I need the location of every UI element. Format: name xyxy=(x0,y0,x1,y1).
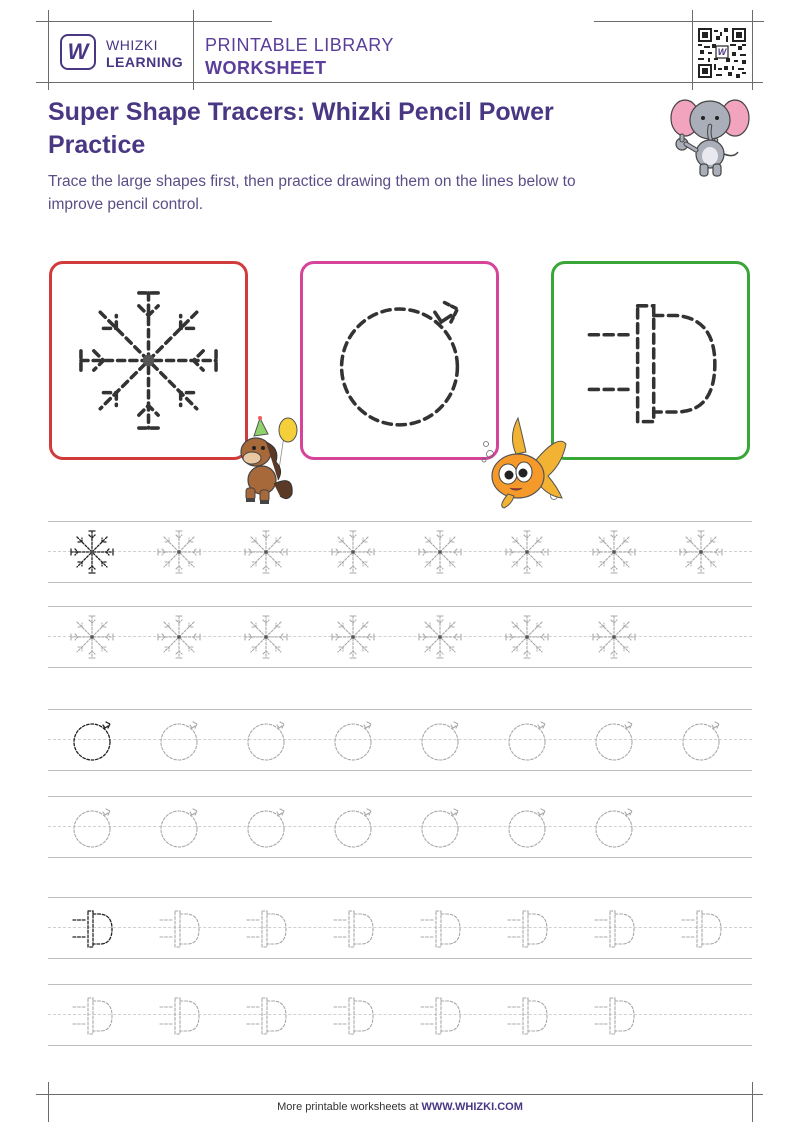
circle-tracing-icon xyxy=(303,264,496,457)
header-divider xyxy=(193,10,194,90)
footer-text: More printable worksheets at xyxy=(277,1101,419,1113)
circle-trace-icon xyxy=(497,797,557,857)
snowflake-trace-icon xyxy=(62,522,122,582)
circle-trace-icon xyxy=(62,797,122,857)
letter-d-trace-icon xyxy=(584,985,644,1045)
practice-row-letter-d-2 xyxy=(48,984,752,1046)
letter-d-trace-icon xyxy=(149,898,209,958)
circle-trace-icon xyxy=(323,797,383,857)
svg-text:W: W xyxy=(717,47,727,58)
circle-trace-icon xyxy=(149,710,209,770)
goldfish-mascot-icon xyxy=(478,414,568,510)
letter-d-trace-icon xyxy=(236,898,296,958)
circle-trace-icon xyxy=(62,710,122,770)
snowflake-trace-icon xyxy=(410,522,470,582)
footer xyxy=(0,1101,800,1113)
brand-logo: W xyxy=(60,34,96,70)
letter-d-trace-icon xyxy=(149,985,209,1045)
library-subtitle: WORKSHEET xyxy=(205,58,327,78)
circle-trace-icon xyxy=(584,797,644,857)
circle-trace-icon xyxy=(323,710,383,770)
header-qr-border xyxy=(692,10,693,90)
brand-name-top: WHIZKI xyxy=(106,37,158,53)
letter-d-trace-icon xyxy=(497,898,557,958)
shape-box-letter-d xyxy=(551,261,750,460)
letter-d-trace-icon xyxy=(497,985,557,1045)
letter-d-trace-icon xyxy=(62,898,122,958)
worksheet-instructions: Trace the large shapes first, then practice drawing them on the lines below to improve pencil control. xyxy=(48,173,576,213)
practice-row-circle-2 xyxy=(48,796,752,858)
letter-d-trace-icon xyxy=(410,898,470,958)
footer-line xyxy=(36,1094,763,1095)
practice-row-snowflake-1 xyxy=(48,521,752,583)
circle-trace-icon xyxy=(497,710,557,770)
elephant-mascot-icon xyxy=(668,94,752,180)
letter-d-trace-icon xyxy=(410,985,470,1045)
brand-name-bottom: LEARNING xyxy=(106,54,184,70)
snowflake-trace-icon xyxy=(149,607,209,667)
shape-box-circle xyxy=(300,261,499,460)
header-right-border xyxy=(752,10,753,90)
snowflake-trace-icon xyxy=(323,522,383,582)
snowflake-trace-icon xyxy=(671,522,731,582)
practice-row-circle-1 xyxy=(48,709,752,771)
circle-trace-icon xyxy=(410,797,470,857)
letter-d-trace-icon xyxy=(671,898,731,958)
circle-trace-icon xyxy=(584,710,644,770)
letter-d-tracing-icon xyxy=(554,264,747,457)
horse-mascot-icon xyxy=(232,414,304,506)
header-left-border xyxy=(48,10,49,90)
worksheet-title: Super Shape Tracers: Whizki Pencil Power Practice xyxy=(48,98,554,159)
snowflake-trace-icon xyxy=(149,522,209,582)
letter-d-trace-icon xyxy=(323,898,383,958)
library-title: PRINTABLE LIBRARY xyxy=(205,35,394,55)
snowflake-trace-icon xyxy=(584,522,644,582)
snowflake-tracing-icon xyxy=(52,264,245,457)
snowflake-trace-icon xyxy=(410,607,470,667)
snowflake-trace-icon xyxy=(236,607,296,667)
circle-trace-icon xyxy=(671,710,731,770)
circle-trace-icon xyxy=(236,797,296,857)
header-bottom-line xyxy=(36,82,763,83)
snowflake-trace-icon xyxy=(584,607,644,667)
circle-trace-icon xyxy=(410,710,470,770)
circle-trace-icon xyxy=(236,710,296,770)
letter-d-trace-icon xyxy=(62,985,122,1045)
practice-row-snowflake-2 xyxy=(48,606,752,668)
shape-box-snowflake xyxy=(49,261,248,460)
circle-trace-icon xyxy=(149,797,209,857)
header-top-line-right xyxy=(594,21,764,22)
snowflake-trace-icon xyxy=(323,607,383,667)
snowflake-trace-icon xyxy=(236,522,296,582)
practice-row-letter-d-1 xyxy=(48,897,752,959)
qr-code-icon xyxy=(698,28,746,78)
snowflake-trace-icon xyxy=(497,607,557,667)
header-top-line xyxy=(36,21,272,22)
footer-link[interactable]: WWW.WHIZKI.COM xyxy=(421,1101,523,1113)
snowflake-trace-icon xyxy=(62,607,122,667)
letter-d-trace-icon xyxy=(584,898,644,958)
letter-d-trace-icon xyxy=(236,985,296,1045)
snowflake-trace-icon xyxy=(497,522,557,582)
letter-d-trace-icon xyxy=(323,985,383,1045)
